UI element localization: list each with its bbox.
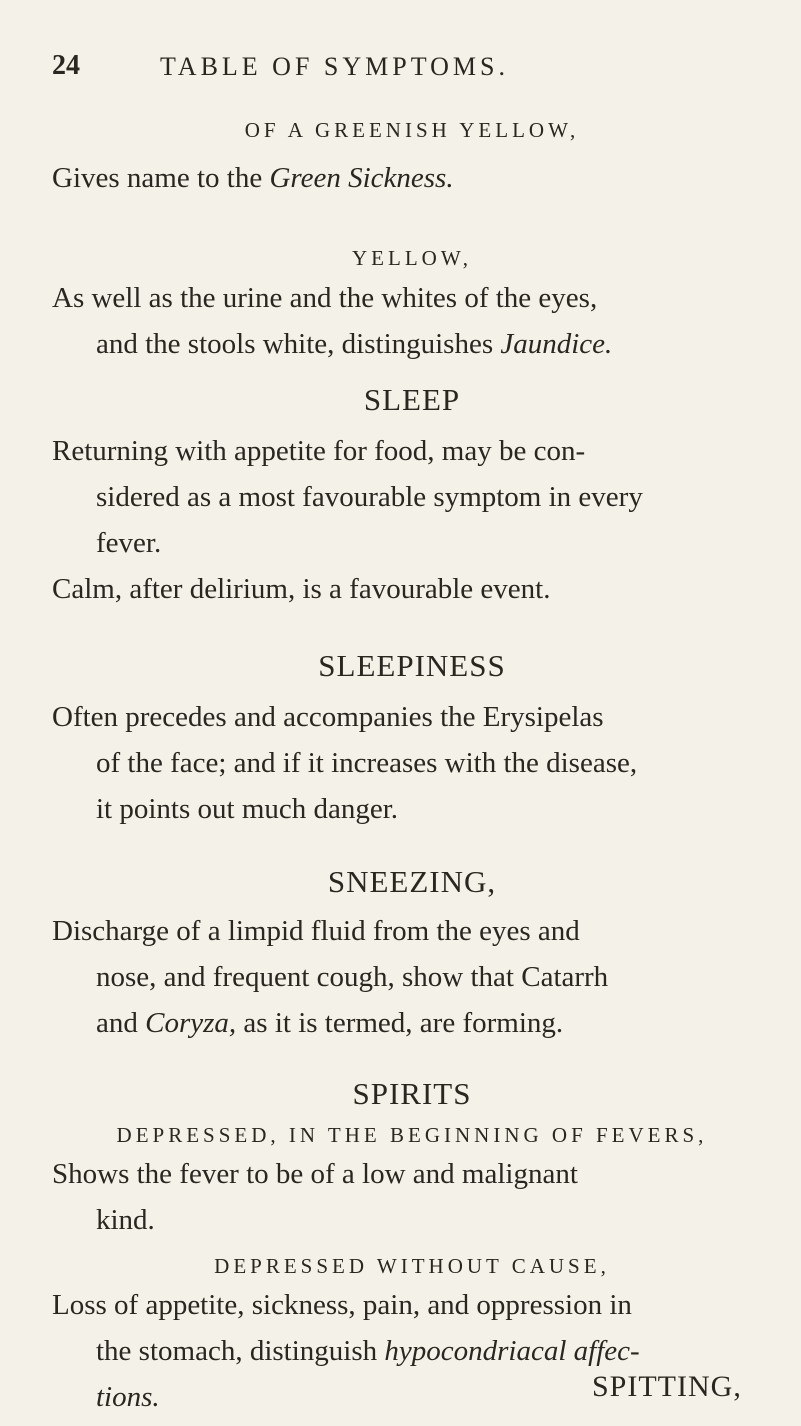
entry-subheading <box>52 1123 772 1148</box>
entry-heading: SLEEP <box>363 382 461 417</box>
catchword: SPITTING, <box>592 1370 742 1403</box>
entry-text: Loss of appetite, sickness, pain, and oppression in the stomach, distinguish hypocondriacal affec- tions. <box>52 1289 640 1413</box>
entry-sleepiness <box>52 648 772 684</box>
entry-heading: SNEEZING, <box>327 864 497 899</box>
entry-heading: OF A GREENISH YELLOW, <box>244 118 580 142</box>
entry-subheading-text: DEPRESSED WITHOUT CAUSE, <box>214 1254 610 1278</box>
entry-depressed-without-cause <box>52 1254 772 1279</box>
entry-spirits <box>52 1076 772 1112</box>
entry-sneezing <box>52 864 772 900</box>
entry-heading: SLEEPINESS <box>318 648 506 683</box>
entry-text: Often precedes and accompanies the Erysipelas of the face; and if it increases with the disease, it points out much danger. <box>52 701 638 825</box>
entry-text: Gives name to the Green Sickness. <box>52 162 454 194</box>
entry-yellow <box>52 246 772 271</box>
entry-sleep <box>52 382 772 418</box>
entry-heading: YELLOW, <box>352 246 472 270</box>
entry-text: As well as the urine and the whites of the eyes, and the stools white, distinguishes Jaundice. <box>52 282 613 360</box>
entry-subheading-text: DEPRESSED, IN THE BEGINNING OF FEVERS, <box>116 1123 708 1147</box>
entry-greenish-yellow <box>52 118 772 143</box>
entry-heading: SPIRITS <box>352 1076 472 1111</box>
entry-text: Discharge of a limpid fluid from the eyes and nose, and frequent cough, show that Catarrh and Coryza, as it is termed, are forming. <box>52 915 609 1039</box>
page-number: 24 <box>52 50 80 81</box>
entry-text: Returning with appetite for food, may be con- sidered as a most favourable symptom in every fever. Calm, after delirium, is a favourable event. <box>52 435 643 605</box>
running-head <box>52 50 772 90</box>
entry-text: Shows the fever to be of a low and malignant kind. <box>52 1158 578 1236</box>
running-title: TABLE OF SYMPTOMS. <box>160 52 509 81</box>
